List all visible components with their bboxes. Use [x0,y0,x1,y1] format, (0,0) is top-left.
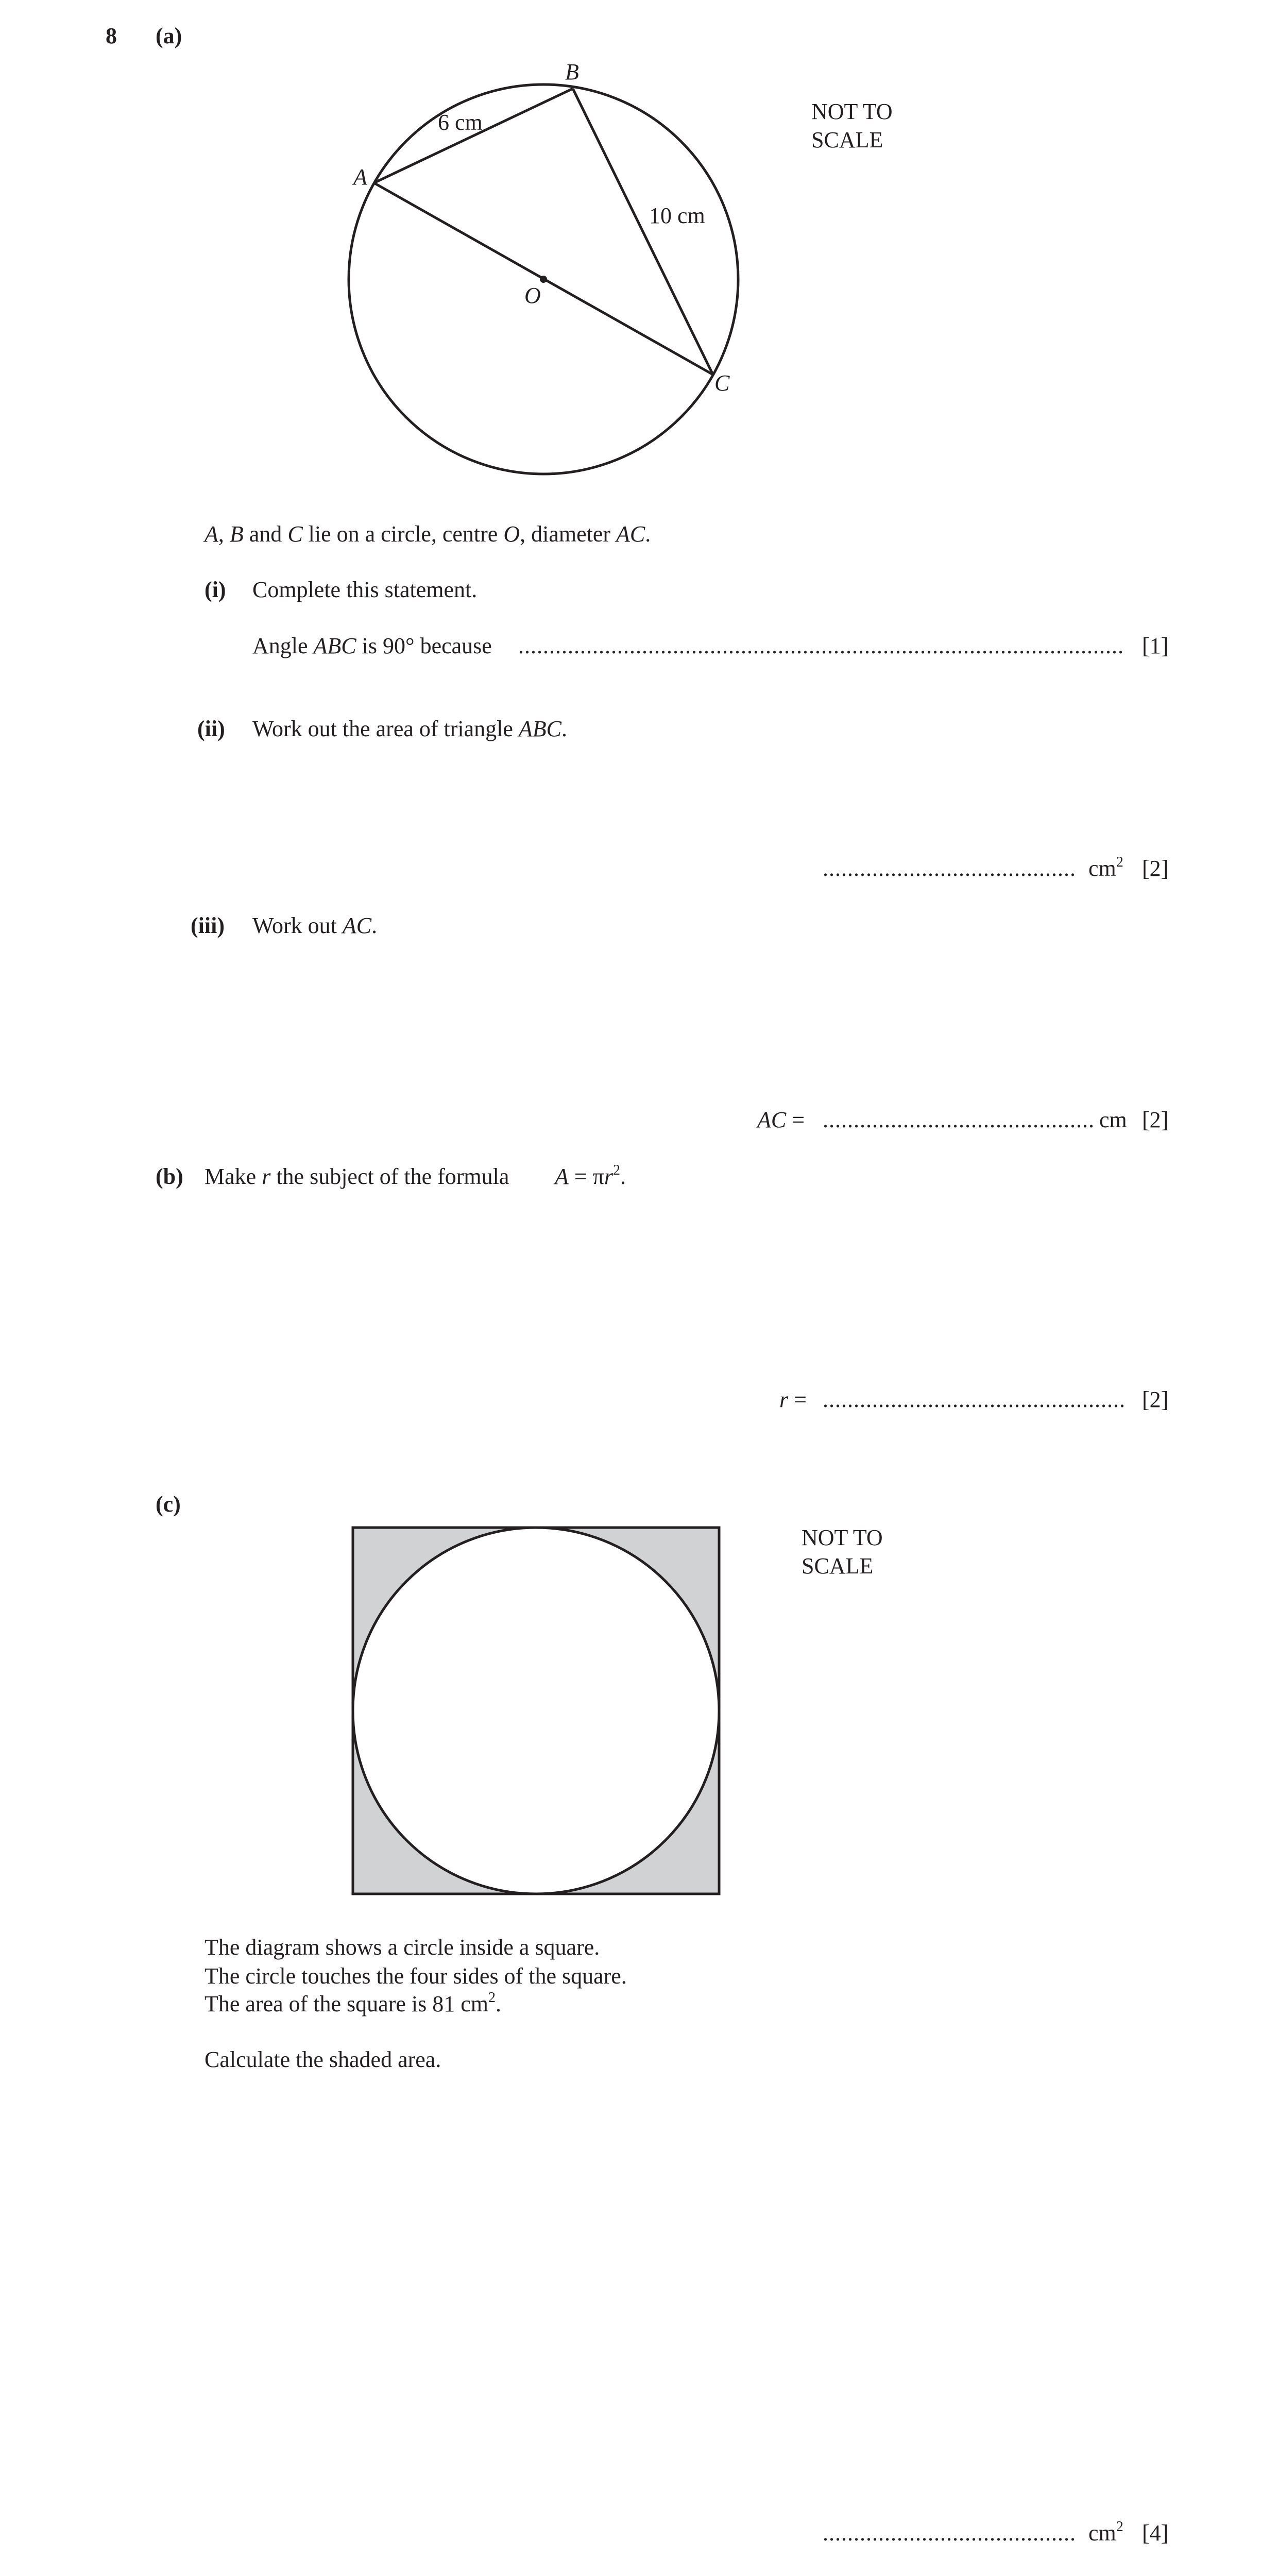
answer-line-c[interactable]: ......................................... [823,2520,1076,2546]
marks-a-iii: [2] [1142,1107,1169,1132]
unit-a-iii: cm [1099,1107,1127,1132]
marks-b: [2] [1142,1387,1169,1412]
part-a-label: (a) [156,23,182,48]
part-a-intro: A, B and C lie on a circle, centre O, diameter AC. [205,521,651,547]
point-label-b: B [565,59,579,84]
marks-c: [4] [1142,2520,1169,2546]
part-a-i-label: (i) [205,577,226,602]
marks-a-ii: [2] [1142,856,1169,881]
marks-a-i: [1] [1142,633,1169,658]
centre-point [540,276,547,283]
circle-in-square-diagram [0,1494,1278,1906]
part-a-i-instruction: Complete this statement. [252,577,478,602]
part-b-formula: $A = \pi r^2$. [555,1162,626,1189]
unit-a-ii: $cm^2$ [1088,854,1123,881]
length-label-ab: 6 cm [438,110,483,135]
not-to-scale-a-line2: SCALE [811,127,883,152]
part-c-text-line2: The circle touches the four sides of the square. [205,1963,627,1989]
part-c-instruction: Calculate the shaded area. [205,2047,441,2072]
inscribed-circle [353,1528,719,1894]
part-c-label: (c) [156,1492,181,1517]
part-a-iii-label: (iii) [191,913,225,938]
point-label-a: A [353,164,367,190]
length-label-bc: 10 cm [649,203,705,228]
part-b-label: (b) [156,1164,183,1189]
part-b-instruction: Make r the subject of the formula [205,1164,509,1189]
part-c-text-line3: The area of the square is 81 $cm^2$. [205,1990,501,2016]
answer-line-a-i[interactable]: .................................................................................................. [518,633,1124,658]
answer-label-r: r = [779,1387,807,1412]
side-ab [374,89,573,183]
part-a-iii-instruction: Work out AC. [252,913,378,938]
part-a-i-statement: Angle ABC is 90° because [252,633,492,658]
answer-line-a-ii[interactable]: ......................................... [823,856,1076,881]
part-a-ii-instruction: Work out the area of triangle ABC. [252,716,568,741]
part-c-text-line1: The diagram shows a circle inside a square. [205,1935,600,1960]
point-label-o: O [524,283,541,308]
not-to-scale-a-line1: NOT TO [811,99,893,124]
not-to-scale-c-line2: SCALE [802,1553,874,1579]
question-number: 8 [106,23,117,48]
answer-line-a-iii[interactable]: ............................................ [823,1107,1095,1132]
unit-c: $cm^2$ [1088,2519,1123,2546]
not-to-scale-c-line1: NOT TO [802,1525,883,1550]
part-a-ii-label: (ii) [197,716,225,741]
answer-label-ac: AC = [757,1107,805,1132]
side-bc [573,89,713,375]
answer-line-b[interactable]: ................................................. [823,1387,1126,1412]
circle-triangle-diagram [0,0,1278,515]
point-label-c: C [714,370,730,396]
